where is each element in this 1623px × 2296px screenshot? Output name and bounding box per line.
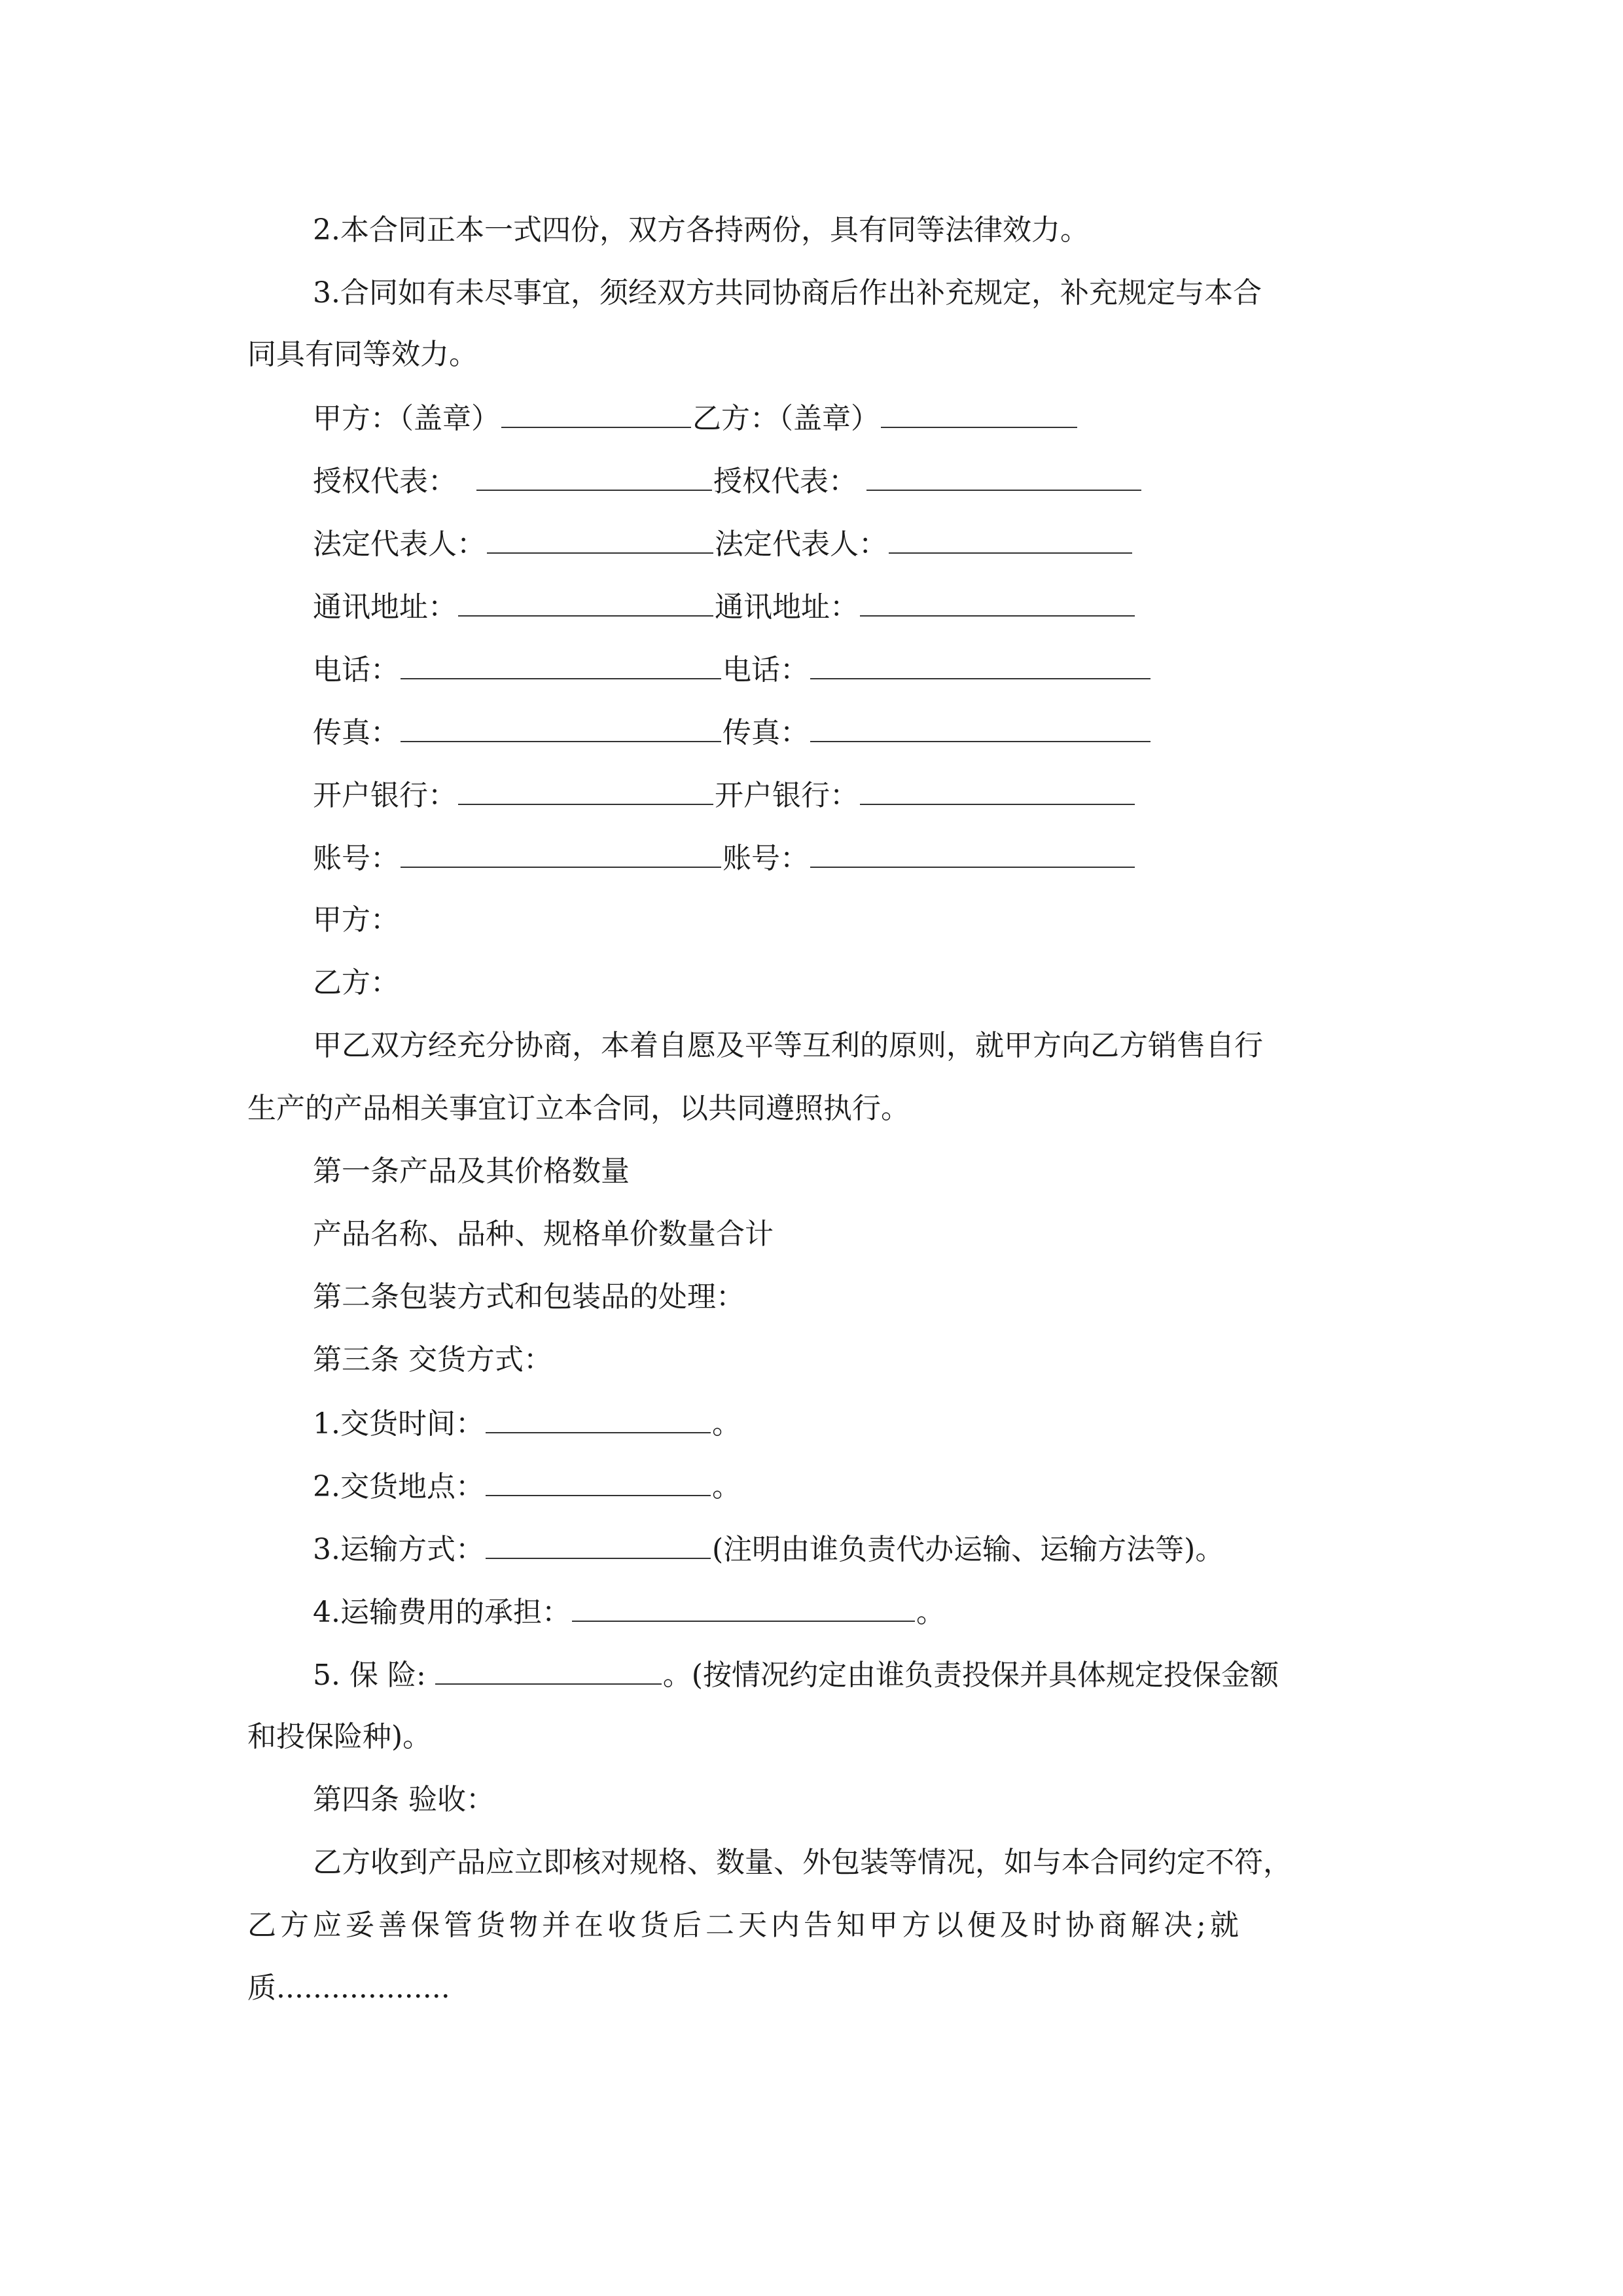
transport-note: (注明由谁负责代办运输、运输方法等)。 bbox=[711, 1533, 1224, 1566]
clause-3-line2: 同具有同等效力。 bbox=[247, 338, 478, 371]
delivery-time-period: 。 bbox=[711, 1407, 741, 1441]
auth-rep-row bbox=[313, 461, 1143, 501]
party-b-seal-blank[interactable] bbox=[881, 398, 1077, 428]
article-4-line3: 质................... bbox=[247, 1971, 450, 2005]
party-b-seal-label: 乙方：（盖章） bbox=[692, 402, 880, 435]
party-a-seal-row bbox=[313, 398, 1079, 439]
phone-blank-a[interactable] bbox=[401, 649, 721, 679]
phone-label-b: 电话： bbox=[722, 653, 809, 687]
phone-blank-b[interactable] bbox=[810, 649, 1150, 679]
account-label-a: 账号： bbox=[313, 842, 399, 875]
clause-2: 2.本合同正本一式四份，双方各持两份，具有同等法律效力。 bbox=[313, 213, 1089, 247]
article-2-heading: 第二条包装方式和包装品的处理： bbox=[313, 1280, 745, 1314]
transport-label: 3.运输方式： bbox=[313, 1533, 484, 1566]
address-row bbox=[313, 586, 1136, 627]
phone-label-a: 电话： bbox=[313, 653, 399, 687]
account-blank-a[interactable] bbox=[401, 838, 721, 868]
article-1-heading: 第一条产品及其价格数量 bbox=[313, 1155, 630, 1188]
article-4-line2: 乙方应妥善保管货物并在收货后二天内告知甲方以便及时协商解决;就 bbox=[247, 1909, 1243, 1942]
delivery-time-row bbox=[313, 1403, 741, 1444]
delivery-time-blank[interactable] bbox=[486, 1403, 711, 1433]
auth-rep-blank-a[interactable] bbox=[476, 461, 712, 491]
auth-rep-label-a: 授权代表： bbox=[313, 465, 457, 498]
legal-rep-row bbox=[313, 524, 1133, 564]
legal-rep-blank-a[interactable] bbox=[487, 524, 713, 554]
delivery-place-period: 。 bbox=[711, 1470, 741, 1503]
insurance-row bbox=[313, 1655, 1279, 1695]
bank-row bbox=[313, 775, 1136, 816]
transport-row bbox=[313, 1529, 1224, 1570]
article-4-heading: 第四条 验收： bbox=[313, 1783, 495, 1816]
account-row bbox=[313, 838, 1136, 878]
article-1-subheading: 产品名称、品种、规格单价数量合计 bbox=[313, 1217, 774, 1251]
address-blank-b[interactable] bbox=[860, 586, 1135, 617]
clause-3-line1: 3.合同如有未尽事宜，须经双方共同协商后作出补充规定，补充规定与本合 bbox=[313, 276, 1262, 310]
intro-line1: 甲乙双方经充分协商，本着自愿及平等互利的原则，就甲方向乙方销售自行 bbox=[313, 1029, 1263, 1062]
transport-cost-blank[interactable] bbox=[572, 1592, 915, 1622]
party-b-label: 乙方： bbox=[313, 966, 399, 999]
auth-rep-label-b: 授权代表： bbox=[713, 465, 857, 498]
insurance-label: 5. 保 险: bbox=[313, 1659, 426, 1692]
bank-blank-a[interactable] bbox=[458, 775, 713, 805]
legal-rep-label-b: 法定代表人： bbox=[715, 528, 887, 561]
party-a-label: 甲方： bbox=[313, 903, 399, 937]
transport-blank[interactable] bbox=[486, 1529, 711, 1559]
phone-row bbox=[313, 649, 1152, 690]
delivery-place-row bbox=[313, 1466, 741, 1507]
delivery-time-label: 1.交货时间： bbox=[313, 1407, 484, 1441]
fax-label-a: 传真： bbox=[313, 716, 399, 749]
account-blank-b[interactable] bbox=[810, 838, 1135, 868]
article-3-heading: 第三条 交货方式： bbox=[313, 1343, 552, 1376]
address-blank-a[interactable] bbox=[458, 586, 713, 617]
transport-cost-label: 4.运输费用的承担： bbox=[313, 1596, 571, 1629]
party-a-seal-label: 甲方：（盖章） bbox=[313, 402, 500, 435]
legal-rep-blank-b[interactable] bbox=[889, 524, 1132, 554]
insurance-note-line2: 和投保险种)。 bbox=[247, 1720, 432, 1753]
address-label-b: 通讯地址： bbox=[715, 590, 859, 624]
transport-cost-row bbox=[313, 1592, 945, 1632]
address-label-a: 通讯地址： bbox=[313, 590, 457, 624]
legal-rep-label-a: 法定代表人： bbox=[313, 528, 486, 561]
party-a-seal-blank[interactable] bbox=[501, 398, 691, 428]
delivery-place-blank[interactable] bbox=[486, 1466, 711, 1496]
insurance-note: 。(按情况约定由谁负责投保并具体规定投保金额 bbox=[662, 1659, 1279, 1692]
bank-blank-b[interactable] bbox=[860, 775, 1135, 805]
insurance-blank[interactable] bbox=[435, 1655, 662, 1685]
account-label-b: 账号： bbox=[722, 842, 809, 875]
intro-line2: 生产的产品相关事宜订立本合同，以共同遵照执行。 bbox=[247, 1092, 910, 1125]
fax-blank-b[interactable] bbox=[810, 712, 1150, 742]
transport-cost-period: 。 bbox=[916, 1596, 945, 1629]
fax-row bbox=[313, 712, 1152, 753]
bank-label-b: 开户银行： bbox=[715, 779, 859, 812]
article-4-line1: 乙方收到产品应立即核对规格、数量、外包装等情况，如与本合同约定不符， bbox=[313, 1846, 1292, 1879]
bank-label-a: 开户银行： bbox=[313, 779, 457, 812]
fax-blank-a[interactable] bbox=[401, 712, 721, 742]
auth-rep-blank-b[interactable] bbox=[866, 461, 1141, 491]
fax-label-b: 传真： bbox=[722, 716, 809, 749]
delivery-place-label: 2.交货地点： bbox=[313, 1470, 484, 1503]
